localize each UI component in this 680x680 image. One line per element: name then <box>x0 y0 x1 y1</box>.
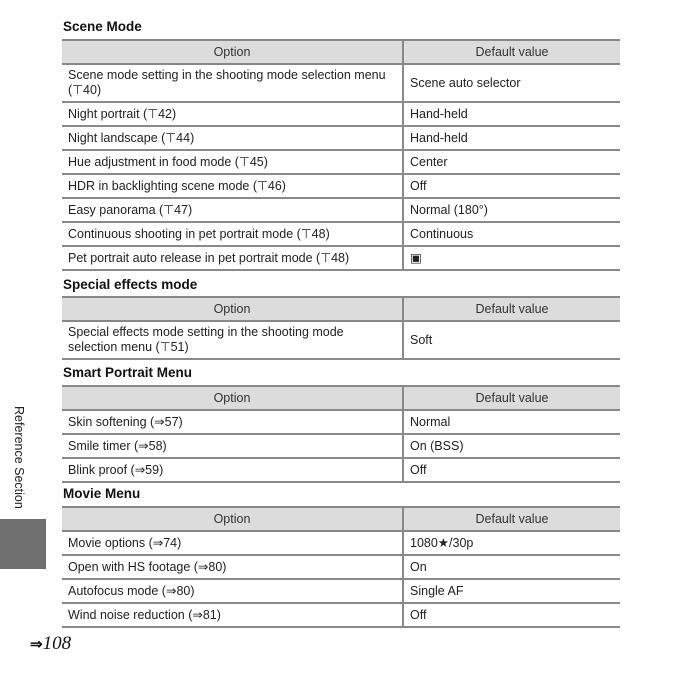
option-cell: Skin softening (⇒57) <box>62 410 403 434</box>
table-row <box>62 321 620 359</box>
value-cell: On (BSS) <box>403 434 620 458</box>
value-cell: Single AF <box>403 579 620 603</box>
value-cell: Scene auto selector <box>403 64 620 102</box>
column-header-default: Default value <box>403 297 620 321</box>
option-cell: Blink proof (⇒59) <box>62 458 403 482</box>
section-title-movie-menu: Movie Menu <box>63 486 141 501</box>
table-header-row <box>62 40 620 64</box>
table-row <box>62 434 620 458</box>
table-row <box>62 531 620 555</box>
option-cell: Wind noise reduction (⇒81) <box>62 603 403 627</box>
option-cell: Night portrait (⊤42) <box>62 102 403 126</box>
table-header-row <box>62 507 620 531</box>
table-header-row <box>62 386 620 410</box>
value-cell: Off <box>403 458 620 482</box>
option-cell: HDR in backlighting scene mode (⊤46) <box>62 174 403 198</box>
option-cell: Open with HS footage (⇒80) <box>62 555 403 579</box>
option-cell: Night landscape (⊤44) <box>62 126 403 150</box>
option-cell: Scene mode setting in the shooting mode selection menu (⊤40) <box>62 64 403 102</box>
table-row <box>62 64 620 102</box>
value-cell: 1080★/30p <box>403 531 620 555</box>
table-row <box>62 198 620 222</box>
section-title-smart-portrait: Smart Portrait Menu <box>63 365 193 380</box>
page-footer <box>30 633 71 655</box>
option-cell: Continuous shooting in pet portrait mode (⊤48) <box>62 222 403 246</box>
column-header-default: Default value <box>403 40 620 64</box>
option-cell: Easy panorama (⊤47) <box>62 198 403 222</box>
page-number: 108 <box>42 633 72 654</box>
section-title-scene-mode: Scene Mode <box>63 19 142 34</box>
table-row <box>62 555 620 579</box>
special-effects-table <box>62 296 620 360</box>
movie-menu-table <box>62 506 620 628</box>
table-row <box>62 102 620 126</box>
column-header-option: Option <box>62 40 403 64</box>
table-row <box>62 458 620 482</box>
table-header-row <box>62 297 620 321</box>
option-cell: Hue adjustment in food mode (⊤45) <box>62 150 403 174</box>
smart-portrait-table <box>62 385 620 483</box>
value-cell: Off <box>403 174 620 198</box>
column-header-default: Default value <box>403 386 620 410</box>
section-title-special-effects: Special effects mode <box>63 277 198 292</box>
table-row <box>62 150 620 174</box>
value-cell: Off <box>403 603 620 627</box>
pet-auto-release-icon: ▣ <box>403 246 620 270</box>
value-cell: Hand-held <box>403 102 620 126</box>
option-cell: Movie options (⇒74) <box>62 531 403 555</box>
table-row <box>62 603 620 627</box>
table-row <box>62 126 620 150</box>
reference-section-label: Reference Section <box>12 406 26 509</box>
column-header-option: Option <box>62 507 403 531</box>
column-header-option: Option <box>62 297 403 321</box>
value-cell: On <box>403 555 620 579</box>
reference-arrow-icon: ⇒ <box>30 636 41 653</box>
value-cell: Normal (180°) <box>403 198 620 222</box>
value-cell: Normal <box>403 410 620 434</box>
value-cell: Continuous <box>403 222 620 246</box>
table-row <box>62 410 620 434</box>
option-cell: Autofocus mode (⇒80) <box>62 579 403 603</box>
table-row <box>62 246 620 270</box>
value-cell: Hand-held <box>403 126 620 150</box>
scene-mode-table <box>62 39 620 271</box>
section-thumb-tab <box>0 519 46 569</box>
column-header-option: Option <box>62 386 403 410</box>
table-row <box>62 222 620 246</box>
column-header-default: Default value <box>403 507 620 531</box>
table-row <box>62 579 620 603</box>
option-cell: Pet portrait auto release in pet portrait mode (⊤48) <box>62 246 403 270</box>
value-cell: Center <box>403 150 620 174</box>
option-cell: Special effects mode setting in the shooting mode selection menu (⊤51) <box>62 321 403 359</box>
table-row <box>62 174 620 198</box>
value-cell: Soft <box>403 321 620 359</box>
option-cell: Smile timer (⇒58) <box>62 434 403 458</box>
